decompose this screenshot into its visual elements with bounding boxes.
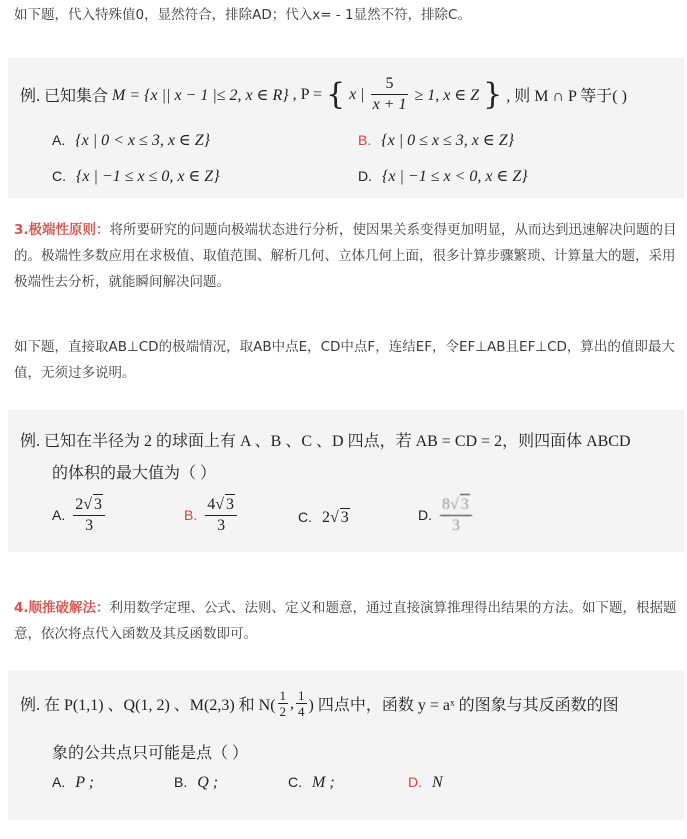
option-fraction: $\frac{8√ 3}{3}$ — [440, 494, 472, 536]
section-4-title: 4.顺推破解法： — [14, 600, 110, 616]
option-letter: B. — [174, 774, 188, 790]
option-letter: A. — [52, 507, 66, 523]
right-brace: } — [483, 77, 503, 112]
example-3-card — [8, 670, 684, 820]
denominator: 3 — [73, 515, 105, 536]
option-text: P ; — [75, 774, 95, 791]
coefficient: 8 — [442, 496, 450, 513]
example-1-ask: , 则 M ∩ P 等于( ) — [506, 88, 627, 105]
option-a — [52, 494, 107, 536]
example-2-line-1: 例. 已知在半径为 2 的球面上有 A 、B 、C 、D 四点，若 AB = CD = 2，则四面体 ABCD — [20, 433, 631, 450]
section-4-paragraph — [14, 595, 678, 647]
option-b — [358, 130, 514, 150]
intro-paragraph: 如下题，代入特殊值0，显然符合，排除AD；代入x= - 1显然不符，排除C。 — [14, 7, 471, 23]
option-letter: C. — [52, 168, 66, 184]
option-text: N — [432, 774, 443, 791]
option-a — [52, 774, 94, 792]
option-letter: C. — [298, 509, 312, 525]
coefficient: 2 — [322, 509, 330, 526]
set-p-label: , P = — [292, 85, 322, 103]
option-d — [358, 166, 528, 186]
example-3-line-1: 例. 在 P(1,1) 、Q(1, 2) 、M(2,3) 和 N( $\frac{1}{2}$ , $\frac{1}{4}$ ) 四点中，函数 y = aˣ 的图象与其反函数的图 — [20, 688, 619, 719]
option-text: {x | −1 ≤ x < 0, x ∈ Z} — [382, 168, 528, 185]
example-1-prefix: 例. 已知集合 — [20, 88, 109, 105]
set-m: M = {x || x − 1 |≤ 2, x ∈ R} — [112, 86, 289, 104]
denominator: 3 — [440, 515, 472, 536]
set-p-tail: ≥ 1, x ∈ Z — [414, 86, 480, 104]
example-2-card — [8, 410, 684, 552]
option-letter: B. — [184, 507, 198, 523]
radicand: 3 — [460, 496, 469, 513]
numerator: 1 — [298, 688, 305, 703]
example-1-card — [8, 58, 684, 198]
option-text: Q ; — [197, 774, 219, 791]
coefficient: 4 — [207, 496, 216, 513]
option-letter: A. — [52, 774, 66, 790]
denominator: 4 — [298, 704, 305, 719]
fraction-denominator: x + 1 — [372, 96, 407, 113]
radicand: 3 — [340, 509, 349, 526]
section-3-paragraph — [14, 217, 678, 295]
section-3-body: 将所要研究的问题向极端状态进行分析，使因果关系变得更加明显，从而达到迅速解决问题的目的。极端性多数应用在求极值、取值范围、解析几何、立体几何上面，很多计算步骤繁琐、计算量大的题，采用极端性去分析，就能瞬间解决问题。 — [14, 222, 677, 290]
option-text: {x | 0 < x ≤ 3, x ∈ Z} — [75, 132, 211, 149]
section-4-body: 利用数学定理、公式、法则、定义和题意，通过直接演算推理得出结果的方法。如下题，根据题意，依次将点代入函数及其反函数即可。 — [14, 600, 677, 642]
example-3-suffix: ) 四点中，函数 y = aˣ 的图象与其反函数的图 — [308, 697, 619, 714]
coefficient: 2 — [75, 496, 84, 513]
option-d — [408, 774, 443, 792]
option-letter: D. — [418, 507, 432, 523]
option-c — [52, 166, 220, 186]
denominator: 2 — [279, 704, 287, 719]
option-text: {x | 0 ≤ x ≤ 3, x ∈ Z} — [381, 132, 515, 149]
option-text: M ; — [312, 774, 335, 791]
option-d — [418, 494, 474, 536]
left-brace: { — [325, 77, 346, 112]
set-p-fraction — [371, 74, 409, 115]
option-letter: D. — [408, 774, 422, 790]
option-letter: A. — [52, 132, 66, 148]
example-3-prefix: 例. 在 P(1,1) 、Q(1, 2) 、M(2,3) 和 N( — [20, 697, 276, 714]
denominator: 3 — [205, 515, 237, 536]
option-letter: B. — [358, 132, 372, 148]
option-letter: D. — [358, 168, 372, 184]
option-c: C. 2√ 3 — [298, 509, 349, 526]
section-3-example-intro: 如下题，直接取AB⊥CD的极端情况，取AB中点E，CD中点F，连结EF，令EF⊥AB且EF⊥CD，算出的值即最大值，无须过多说明。 — [14, 339, 675, 381]
option-a — [52, 130, 210, 150]
numerator: 1 — [279, 688, 287, 703]
example-1-question — [20, 74, 627, 115]
set-p-var: x | — [349, 85, 365, 103]
radicand: 3 — [94, 496, 103, 513]
radicand: 3 — [226, 496, 235, 513]
option-letter: C. — [288, 774, 302, 790]
option-fraction: $\frac{2√ 3}{3}$ — [73, 494, 105, 536]
option-b — [174, 774, 218, 792]
example-3-line-2: 象的公共点只可能是点（ ） — [52, 745, 249, 762]
option-b — [184, 494, 239, 536]
section-3-title: 3.极端性原则： — [14, 222, 110, 238]
fraction-numerator: 5 — [385, 75, 394, 92]
option-c — [288, 774, 335, 792]
example-2-line-2: 的体积的最大值为（ ） — [52, 465, 217, 482]
n-x-fraction — [278, 688, 289, 719]
option-text: {x | −1 ≤ x ≤ 0, x ∈ Z} — [76, 168, 220, 185]
n-y-fraction — [296, 688, 307, 719]
option-fraction: $\frac{4√ 3}{3}$ — [205, 494, 237, 536]
